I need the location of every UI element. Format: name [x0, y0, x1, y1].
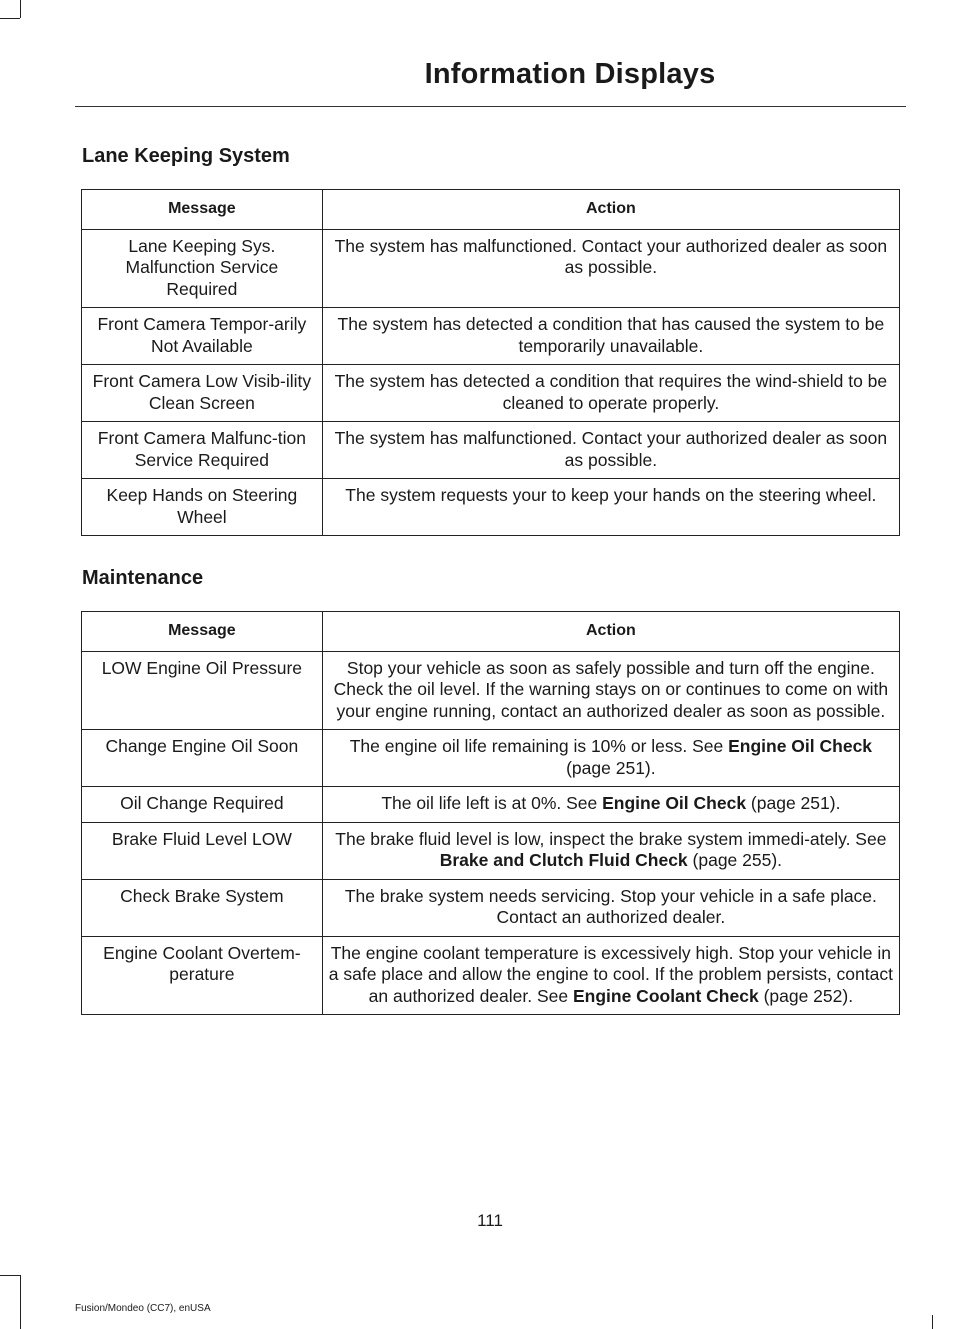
- table-row: [82, 879, 900, 936]
- message-cell: Check Brake System: [82, 879, 323, 936]
- crop-mark: [932, 1315, 933, 1329]
- section-heading-lane-keeping: Lane Keeping System: [82, 145, 290, 167]
- lane-keeping-table: [81, 189, 900, 536]
- page-number: 111: [477, 1211, 503, 1230]
- action-cell: The system has detected a condition that has caused the system to be temporarily unavailable.: [322, 308, 899, 365]
- message-cell: Change Engine Oil Soon: [82, 730, 323, 787]
- action-cell: Stop your vehicle as soon as safely possible and turn off the engine. Check the oil level. If the warning stays on or continues to come on with your engine running, contact an authorized dealer as soon as possible.: [322, 651, 899, 730]
- page-title: Information Displays: [424, 58, 716, 90]
- action-text: The oil life left is at 0%. See: [381, 793, 603, 813]
- cross-reference-link[interactable]: Engine Oil Check: [728, 736, 873, 756]
- footer-model-code: Fusion/Mondeo (CC7), enUSA: [75, 1303, 211, 1314]
- table-header-row: [82, 190, 900, 230]
- page-reference: (page 251).: [746, 793, 841, 813]
- page-reference: (page 251).: [566, 757, 656, 778]
- section-heading-maintenance: Maintenance: [82, 567, 204, 589]
- message-cell: LOW Engine Oil Pressure: [82, 651, 323, 730]
- message-cell: Oil Change Required: [82, 787, 323, 823]
- action-cell: The system has detected a condition that requires the wind-shield to be cleaned to operate properly.: [322, 365, 899, 422]
- cross-reference-link[interactable]: Brake and Clutch Fluid Check: [439, 850, 688, 870]
- table-row: [82, 822, 900, 879]
- maintenance-table: [81, 611, 900, 1015]
- table-row: [82, 479, 900, 536]
- message-cell: Keep Hands on Steering Wheel: [82, 479, 323, 536]
- table-header-row: [82, 612, 900, 652]
- action-cell: The brake system needs servicing. Stop your vehicle in a safe place. Contact an authorized dealer.: [322, 879, 899, 936]
- crop-mark: [0, 18, 20, 19]
- action-cell: The system requests your to keep your hands on the steering wheel.: [322, 479, 899, 536]
- message-cell: Front Camera Tempor-arily Not Available: [82, 308, 323, 365]
- message-cell: Front Camera Malfunc-tion Service Required: [82, 422, 323, 479]
- column-header-action: Action: [322, 190, 899, 230]
- page-reference: (page 255).: [687, 850, 783, 870]
- action-text: The engine coolant temperature is excessively high. Stop your vehicle in a safe place and allow the engine to cool. If the problem persists, contact an authorized dealer. See: [328, 942, 893, 1006]
- message-cell: Front Camera Low Visib-ility Clean Screen: [82, 365, 323, 422]
- table-row: [82, 936, 900, 1015]
- cross-reference-link[interactable]: Engine Coolant Check: [572, 985, 759, 1006]
- message-cell: Engine Coolant Overtem-perature: [82, 936, 323, 1015]
- crop-mark: [20, 0, 21, 18]
- action-text: The engine oil life remaining is 10% or less. See: [349, 736, 729, 756]
- page-reference: (page 252).: [758, 985, 854, 1006]
- column-header-message: Message: [82, 190, 323, 230]
- table-row: [82, 730, 900, 787]
- crop-mark: [0, 1275, 20, 1276]
- message-cell: Lane Keeping Sys. Malfunction Service Required: [82, 229, 323, 308]
- action-cell: [322, 787, 899, 823]
- action-cell: The system has malfunctioned. Contact your authorized dealer as soon as possible.: [322, 229, 899, 308]
- crop-mark: [20, 1275, 21, 1329]
- column-header-message: Message: [82, 612, 323, 652]
- action-cell: [322, 730, 899, 787]
- table-row: [82, 308, 900, 365]
- cross-reference-link[interactable]: Engine Oil Check: [602, 793, 747, 813]
- title-divider: [75, 106, 906, 107]
- table-row: [82, 651, 900, 730]
- table-row: [82, 365, 900, 422]
- action-cell: The system has malfunctioned. Contact your authorized dealer as soon as possible.: [322, 422, 899, 479]
- column-header-action: Action: [322, 612, 899, 652]
- action-cell: [322, 936, 899, 1015]
- table-row: [82, 422, 900, 479]
- table-row: [82, 787, 900, 823]
- table-row: [82, 229, 900, 308]
- action-text: The brake fluid level is low, inspect the brake system immedi-ately. See: [335, 828, 887, 849]
- action-cell: [322, 822, 899, 879]
- message-cell: Brake Fluid Level LOW: [82, 822, 323, 879]
